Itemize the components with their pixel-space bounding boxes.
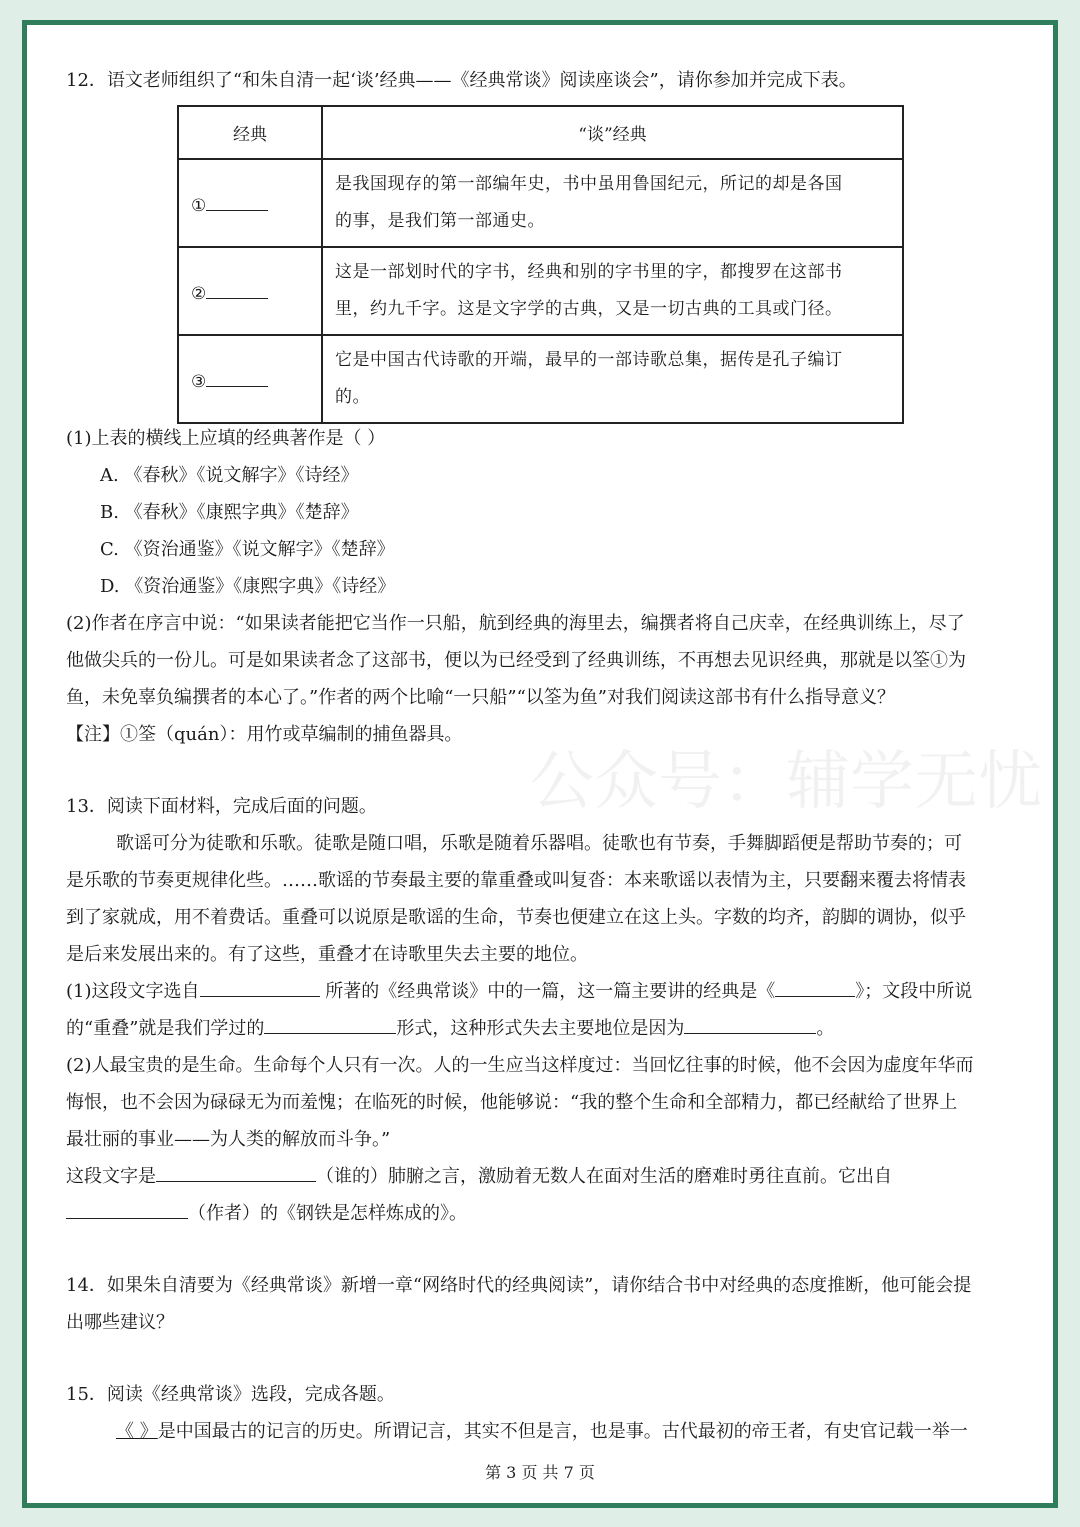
table-header-row	[178, 106, 903, 159]
row-description: 是我国现存的第一部编年史，书中虽用鲁国纪元，所记的却是各国 的事，是我们第一部通史。	[322, 159, 903, 247]
table-row	[178, 159, 903, 247]
q14-line: 14．如果朱自清要为《经典常谈》新增一章“网络时代的经典阅读”，请你结合书中对经典的态度推断，他可能会提	[66, 1275, 972, 1296]
q13-sub1-line: (1)这段文字选自 所著的《经典常谈》中的一篇，这一篇主要讲的经典是《 》；文段中所说	[66, 973, 1016, 1010]
answer-blank-2: ②	[178, 247, 322, 335]
q12-sub1: (1)上表的横线上应填的经典著作是（ ）	[66, 428, 386, 449]
table-row	[178, 247, 903, 335]
passage-line: 到了家就成，用不着费话。重叠可以说原是歌谣的生命，节奏也便建立在这上头。字数的均齐，韵脚的调协，似乎	[66, 907, 966, 928]
footnote: 【注】①筌（quán）：用竹或草编制的捕鱼器具。	[66, 724, 463, 745]
q12-sub2-line: 他做尖兵的一份儿。可是如果读者念了这部书，便以为已经受到了经典训练，不再想去见识经典，那就是以筌①为	[66, 650, 966, 671]
q15-title: 15．阅读《经典常谈》选段，完成各题。	[66, 1384, 395, 1405]
table-row	[178, 335, 903, 423]
q13-sub2-line: (2)人最宝贵的是生命。生命每个人只有一次。人的一生应当这样度过：当回忆往事的时候，他不会因为虚度年华而	[66, 1055, 974, 1076]
passage-line: 是后来发展出来的。有了这些，重叠才在诗歌里失去主要的地位。	[66, 944, 588, 965]
q14-line: 出哪些建议？	[66, 1312, 174, 1333]
q12-title: 12．语文老师组织了“和朱自清一起‘谈’经典——《经典常谈》阅读座谈会”，请你参加并完成下表。	[66, 70, 857, 91]
q13-title: 13．阅读下面材料，完成后面的问题。	[66, 796, 377, 817]
option-a: A. 《春秋》《说文解字》《诗经》	[100, 465, 359, 486]
answer-blank-1: ①	[178, 159, 322, 247]
q15-first-line: 《 》是中国最古的记言的历史。所谓记言，其实不但是言，也是事。古代最初的帝王者，有史官记载一举一	[116, 1421, 968, 1442]
option-d: D. 《资治通鉴》《康熙字典》《诗经》	[100, 576, 396, 597]
watermark-text: 公众号：辅学无忧	[530, 745, 1042, 819]
passage-line: 是乐歌的节奏更规律化些。……歌谣的节奏最主要的靠重叠或叫复沓：本来歌谣以表情为主，只要翻来覆去将情表	[66, 870, 966, 891]
q12-sub2-line: (2)作者在序言中说：“如果读者能把它当作一只船，航到经典的海里去，编撰者将自己庆幸，在经典训练上，尽了	[66, 613, 965, 634]
page-footer: 第 3 页 共 7 页	[485, 1463, 595, 1482]
row-description: 这是一部划时代的字书，经典和别的字书里的字，都搜罗在这部书 里，约九千字。这是文字学的古典，又是一切古典的工具或门径。	[322, 247, 903, 335]
q13-sub1-line: 的“重叠”就是我们学过的 形式，这种形式失去主要地位是因为 。	[66, 1010, 1016, 1047]
header-talk: “谈”经典	[322, 106, 903, 159]
option-b: B. 《春秋》《康熙字典》《楚辞》	[100, 502, 359, 523]
q12-sub2-line: 鱼，未免辜负编撰者的本心了。”作者的两个比喻“一只船”“以筌为鱼”对我们阅读这部书有什么指导意义？	[66, 687, 896, 708]
passage-line: 歌谣可分为徒歌和乐歌。徒歌是随口唱，乐歌是随着乐器唱。徒歌也有节奏，手舞脚蹈便是帮助节奏的；可	[116, 833, 962, 854]
q13-sub2-question: 这段文字是 （谁的）肺腑之言，激励着无数人在面对生活的磨难时勇往直前。它出自	[66, 1158, 1016, 1195]
answer-blank-3: ③	[178, 335, 322, 423]
row-description: 它是中国古代诗歌的开端，最早的一部诗歌总集，据传是孔子编订 的。	[322, 335, 903, 423]
option-c: C. 《资治通鉴》《说文解字》《楚辞》	[100, 539, 395, 560]
header-classic: 经典	[178, 106, 322, 159]
q13-sub2-line: 悔恨，也不会因为碌碌无为而羞愧；在临死的时候，他能够说：“我的整个生命和全部精力，都已经献给了世界上	[66, 1092, 958, 1113]
classics-table	[177, 105, 904, 424]
q13-sub2-question: （作者）的《钢铁是怎样炼成的》。	[66, 1195, 1016, 1232]
q13-sub2-line: 最壮丽的事业——为人类的解放而斗争。”	[66, 1129, 391, 1150]
